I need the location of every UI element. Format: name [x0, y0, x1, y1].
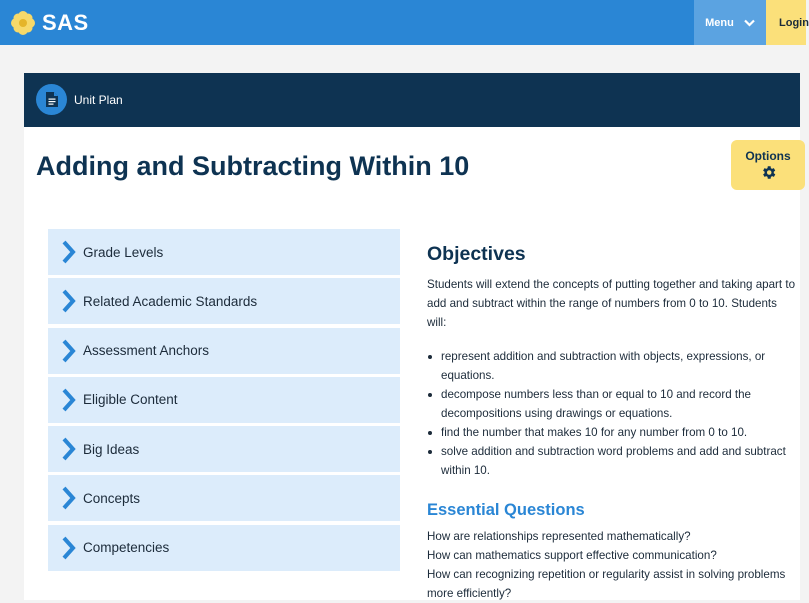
flower-logo-icon	[10, 10, 36, 36]
unit-details-accordion	[48, 229, 400, 574]
accordion-label: Big Ideas	[83, 441, 140, 457]
accordion-label: Competencies	[83, 540, 170, 556]
chevron-down-icon	[744, 19, 755, 27]
objectives-list	[427, 347, 797, 480]
card-header	[24, 73, 800, 127]
menu-label: Menu	[705, 16, 734, 29]
chevron-right-icon	[61, 536, 75, 560]
accordion-item-related-academic-standards[interactable]	[48, 278, 400, 324]
chevron-right-icon	[61, 486, 75, 510]
essential-questions-list	[427, 527, 797, 603]
sas-logo[interactable]	[10, 8, 89, 38]
document-icon	[36, 84, 67, 115]
top-navigation-bar	[0, 0, 809, 45]
page-title: Adding and Subtracting Within 10	[36, 151, 470, 181]
accordion-item-eligible-content[interactable]	[48, 377, 400, 423]
objectives-intro: Students will extend the concepts of putting together and taking apart to add and subtract within the range of numbers from 0 to 10. Students will:	[427, 278, 796, 329]
accordion-label: Eligible Content	[83, 392, 178, 408]
menu-button[interactable]	[694, 0, 766, 45]
chevron-right-icon	[61, 388, 75, 412]
chevron-right-icon	[61, 240, 75, 264]
accordion-label: Grade Levels	[83, 244, 164, 260]
chevron-right-icon	[61, 339, 75, 363]
objective-item: find the number that makes 10 for any number from 0 to 10.	[441, 423, 797, 442]
accordion-item-assessment-anchors[interactable]	[48, 328, 400, 374]
essential-question: How can recognizing repetition or regularity assist in solving problems more efficiently?	[427, 568, 786, 600]
options-label: Options	[745, 149, 791, 163]
accordion-label: Concepts	[83, 490, 141, 506]
accordion-item-big-ideas[interactable]	[48, 426, 400, 472]
unit-plan-label: Unit Plan	[74, 93, 123, 107]
gear-icon	[760, 164, 777, 181]
login-label: Login	[779, 16, 809, 29]
unit-content	[427, 243, 797, 603]
objective-item: decompose numbers less than or equal to 10 and record the decompositions using drawings or equations.	[441, 385, 797, 423]
objective-item: represent addition and subtraction with objects, expressions, or equations.	[441, 347, 797, 385]
unit-plan-card	[24, 73, 800, 600]
accordion-label: Assessment Anchors	[83, 343, 210, 359]
login-button[interactable]	[766, 0, 809, 45]
objective-item: solve addition and subtraction word problems and add and subtract within 10.	[441, 442, 797, 480]
accordion-item-grade-levels[interactable]	[48, 229, 400, 275]
essential-question: How are relationships represented mathematically?	[427, 530, 691, 543]
objectives-heading: Objectives	[427, 243, 526, 265]
logo-text: SAS	[42, 10, 89, 35]
chevron-right-icon	[61, 289, 75, 313]
accordion-item-competencies[interactable]	[48, 525, 400, 571]
chevron-right-icon	[61, 437, 75, 461]
options-button[interactable]	[731, 140, 805, 190]
essential-questions-heading: Essential Questions	[427, 501, 585, 519]
accordion-label: Related Academic Standards	[83, 293, 258, 309]
essential-question: How can mathematics support effective communication?	[427, 549, 717, 562]
accordion-item-concepts[interactable]	[48, 475, 400, 521]
